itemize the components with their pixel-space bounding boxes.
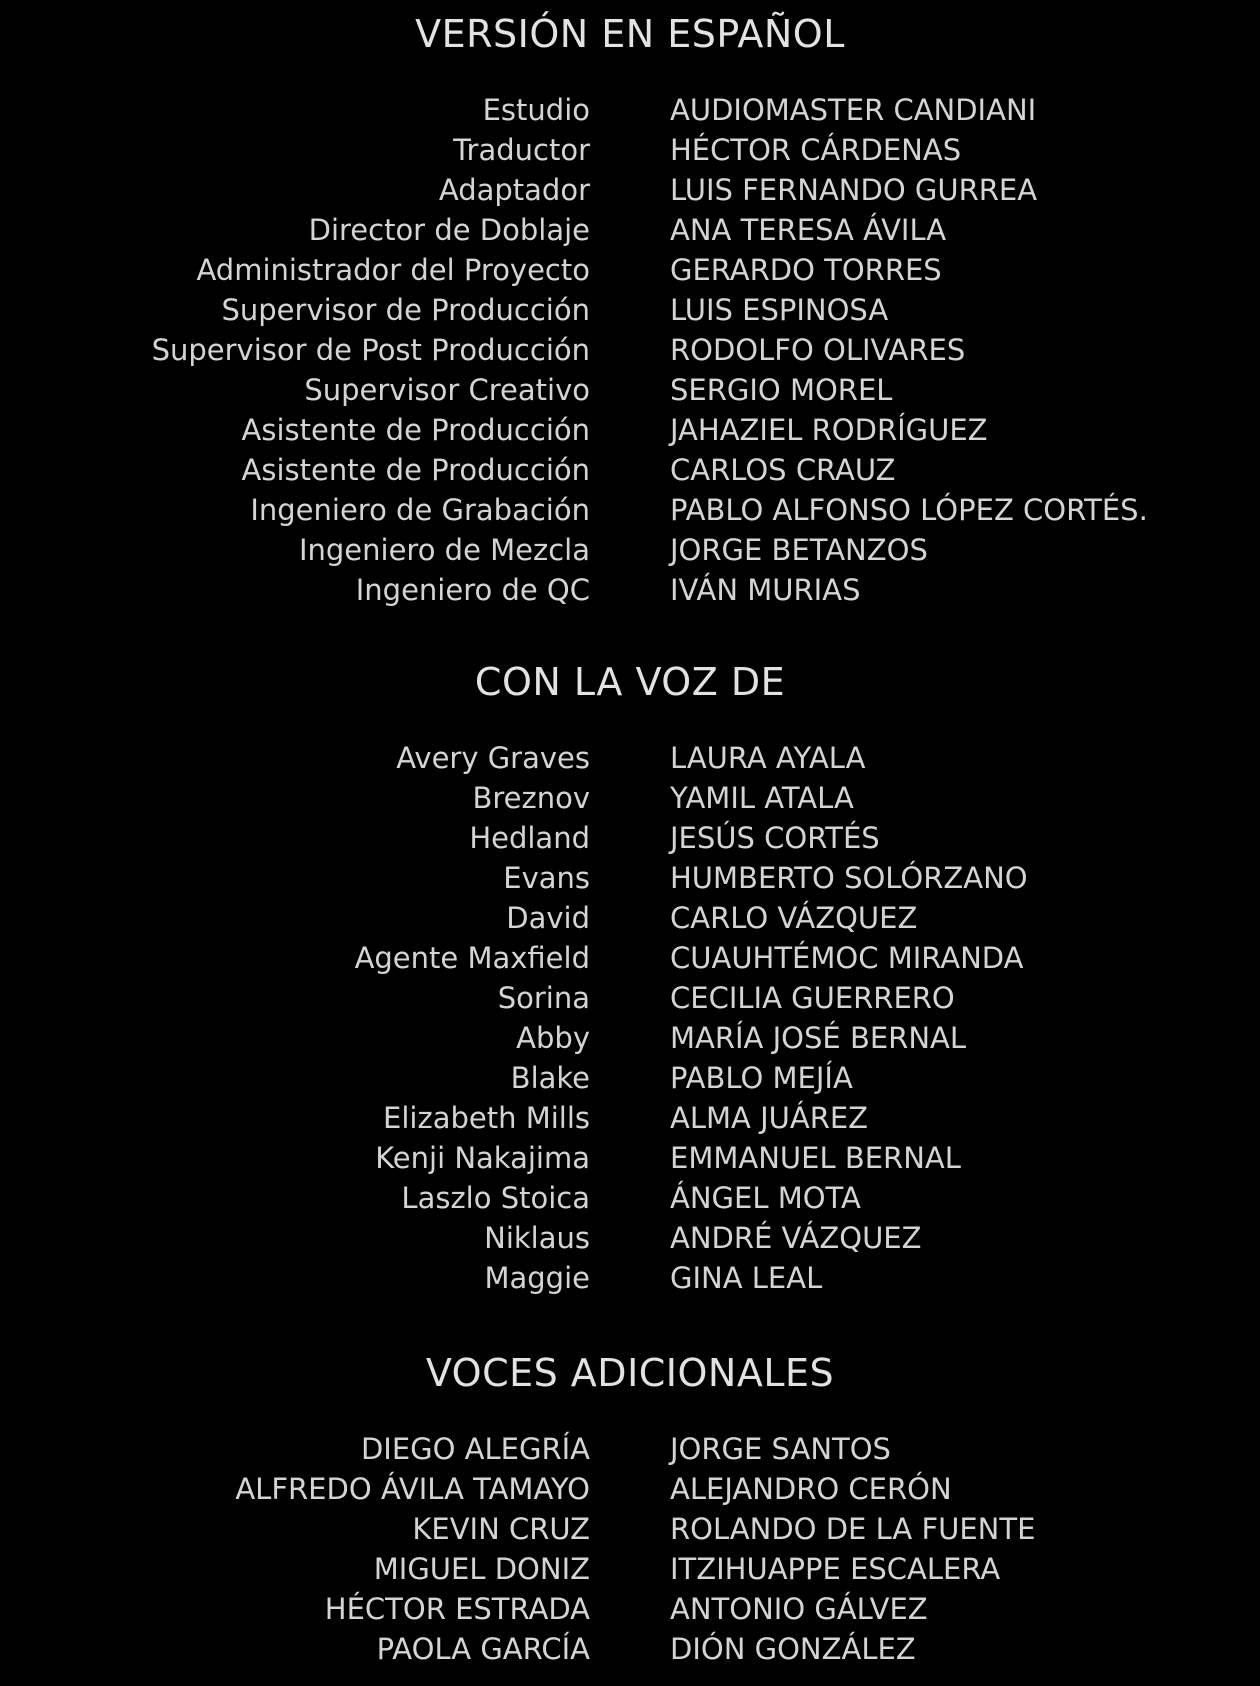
credit-row xyxy=(0,1549,1260,1589)
credit-row xyxy=(0,410,1260,450)
credit-row xyxy=(0,170,1260,210)
credit-role: David xyxy=(506,901,590,935)
credit-name: ROLANDO DE LA FUENTE xyxy=(670,1512,1036,1546)
credit-role: HÉCTOR ESTRADA xyxy=(324,1592,590,1626)
credit-row xyxy=(0,818,1260,858)
credit-row xyxy=(0,1098,1260,1138)
credit-row xyxy=(0,90,1260,130)
credit-row xyxy=(0,570,1260,610)
credit-row xyxy=(0,450,1260,490)
credit-role: Ingeniero de QC xyxy=(355,573,590,607)
credit-name: ALMA JUÁREZ xyxy=(670,1101,869,1135)
credit-name: RODOLFO OLIVARES xyxy=(670,333,966,367)
credit-row xyxy=(0,938,1260,978)
credit-name: ANDRÉ VÁZQUEZ xyxy=(670,1221,922,1255)
credit-role: Supervisor Creativo xyxy=(304,373,590,407)
credit-name: JAHAZIEL RODRÍGUEZ xyxy=(670,413,988,447)
credit-name: PABLO MEJÍA xyxy=(670,1061,853,1095)
credit-row xyxy=(0,1589,1260,1629)
credit-row xyxy=(0,1429,1260,1469)
credit-role: Maggie xyxy=(484,1261,590,1295)
credit-role: Elizabeth Mills xyxy=(383,1101,590,1135)
credit-role: Sorina xyxy=(497,981,590,1015)
credit-role: Laszlo Stoica xyxy=(401,1181,590,1215)
credit-role: MIGUEL DONIZ xyxy=(373,1552,590,1586)
credit-row xyxy=(0,490,1260,530)
credit-name: IVÁN MURIAS xyxy=(670,573,861,607)
credit-role: Traductor xyxy=(453,133,590,167)
credit-role: Hedland xyxy=(469,821,590,855)
credit-role: Blake xyxy=(510,1061,590,1095)
credit-row xyxy=(0,1509,1260,1549)
credit-role: ALFREDO ÁVILA TAMAYO xyxy=(235,1472,590,1506)
credit-row xyxy=(0,330,1260,370)
credit-role: Breznov xyxy=(472,781,590,815)
credit-role: Abby xyxy=(516,1021,590,1055)
credit-name: JORGE SANTOS xyxy=(670,1432,891,1466)
credit-name: MARÍA JOSÉ BERNAL xyxy=(670,1021,967,1055)
credit-name: CARLOS CRAUZ xyxy=(670,453,896,487)
credit-role: Evans xyxy=(503,861,590,895)
credit-role: KEVIN CRUZ xyxy=(412,1512,590,1546)
credit-row xyxy=(0,1138,1260,1178)
credit-role: Kenji Nakajima xyxy=(375,1141,590,1175)
section-heading-cast: CON LA VOZ DE xyxy=(474,660,786,704)
credit-role: Adaptador xyxy=(438,173,590,207)
credit-row xyxy=(0,1178,1260,1218)
credit-role: Agente Maxfield xyxy=(354,941,590,975)
credit-row xyxy=(0,978,1260,1018)
credit-row xyxy=(0,130,1260,170)
credit-row xyxy=(0,898,1260,938)
credit-name: HUMBERTO SOLÓRZANO xyxy=(670,861,1028,895)
credit-name: ALEJANDRO CERÓN xyxy=(670,1472,952,1506)
credit-role: Asistente de Producción xyxy=(241,413,590,447)
credit-row xyxy=(0,1629,1260,1669)
credit-name: GINA LEAL xyxy=(670,1261,823,1295)
credit-name: LAURA AYALA xyxy=(670,741,866,775)
credit-row xyxy=(0,1058,1260,1098)
credit-name: AUDIOMASTER CANDIANI xyxy=(670,93,1037,127)
credit-row xyxy=(0,858,1260,898)
credit-row xyxy=(0,778,1260,818)
credit-row xyxy=(0,370,1260,410)
credit-row xyxy=(0,1469,1260,1509)
credit-name: GERARDO TORRES xyxy=(670,253,942,287)
credit-role: Avery Graves xyxy=(396,741,590,775)
credit-name: EMMANUEL BERNAL xyxy=(670,1141,961,1175)
credit-name: JESÚS CORTÉS xyxy=(670,821,880,855)
credit-name: DIÓN GONZÁLEZ xyxy=(670,1632,916,1666)
credit-name: CARLO VÁZQUEZ xyxy=(670,901,918,935)
credit-row xyxy=(0,1258,1260,1298)
credit-row xyxy=(0,530,1260,570)
credit-name: JORGE BETANZOS xyxy=(670,533,928,567)
credit-row xyxy=(0,250,1260,290)
credit-role: Supervisor de Producción xyxy=(221,293,590,327)
credit-name: LUIS ESPINOSA xyxy=(670,293,889,327)
credit-name: HÉCTOR CÁRDENAS xyxy=(670,133,962,167)
credit-role: Administrador del Proyecto xyxy=(196,253,590,287)
credit-name: CECILIA GUERRERO xyxy=(670,981,955,1015)
credit-role: Director de Doblaje xyxy=(308,213,590,247)
credit-name: ITZIHUAPPE ESCALERA xyxy=(670,1552,1001,1586)
credit-name: ÁNGEL MOTA xyxy=(670,1181,861,1215)
credit-name: ANA TERESA ÁVILA xyxy=(670,213,947,247)
credit-role: Niklaus xyxy=(484,1221,590,1255)
credit-name: CUAUHTÉMOC MIRANDA xyxy=(670,941,1024,975)
credit-role: Asistente de Producción xyxy=(241,453,590,487)
credit-role: Ingeniero de Grabación xyxy=(250,493,590,527)
credit-row xyxy=(0,1218,1260,1258)
credit-name: ANTONIO GÁLVEZ xyxy=(670,1592,928,1626)
credit-name: YAMIL ATALA xyxy=(670,781,854,815)
credit-role: DIEGO ALEGRÍA xyxy=(360,1432,590,1466)
section-heading-additional: VOCES ADICIONALES xyxy=(425,1351,835,1395)
credit-list-additional xyxy=(0,1429,1260,1669)
credit-role: Supervisor de Post Producción xyxy=(151,333,590,367)
credit-role: PAOLA GARCÍA xyxy=(376,1632,590,1666)
credit-row xyxy=(0,738,1260,778)
section-heading-version: VERSIÓN EN ESPAÑOL xyxy=(415,12,845,56)
credit-name: PABLO ALFONSO LÓPEZ CORTÉS. xyxy=(670,493,1148,527)
credit-row xyxy=(0,210,1260,250)
credit-list-cast xyxy=(0,738,1260,1298)
credit-role: Estudio xyxy=(482,93,590,127)
credit-name: LUIS FERNANDO GURREA xyxy=(670,173,1038,207)
credit-list-version xyxy=(0,90,1260,610)
credit-row xyxy=(0,1018,1260,1058)
credit-role: Ingeniero de Mezcla xyxy=(298,533,590,567)
credit-row xyxy=(0,290,1260,330)
credit-name: SERGIO MOREL xyxy=(670,373,893,407)
